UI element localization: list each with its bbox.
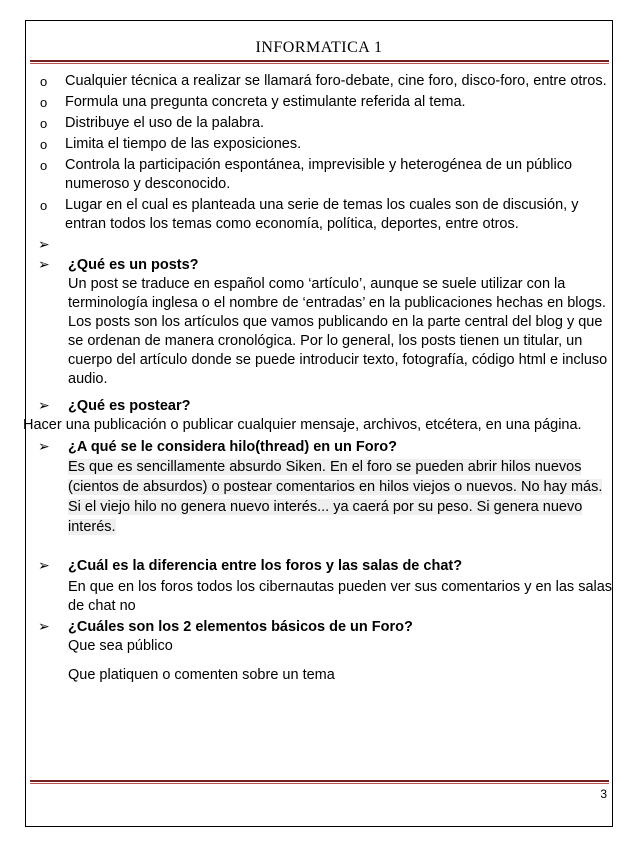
- header-rule: [30, 60, 609, 63]
- list-item: o Limita el tiempo de las exposiciones.: [40, 136, 302, 152]
- arrow-bullet-icon: ➢: [38, 438, 50, 454]
- answer-text: Que platiquen o comenten sobre un tema: [68, 667, 335, 683]
- circle-bullet-icon: o: [40, 137, 48, 152]
- answer-text: Hacer una publicación o publicar cualquier mensaje, archivos, etcétera, en una página.: [23, 417, 582, 433]
- question-posts: [38, 256, 616, 275]
- page-number: 3: [600, 787, 607, 801]
- page-header-title: INFORMATICA 1: [255, 39, 383, 56]
- spacer: [38, 537, 616, 549]
- question-postear: [38, 397, 616, 416]
- circle-bullet-icon: o: [40, 95, 48, 110]
- empty-arrow-item: [38, 236, 616, 255]
- arrow-bullet-icon: ➢: [38, 256, 50, 272]
- header-rule-thick: [30, 60, 609, 62]
- footer-rule: [30, 780, 609, 783]
- circle-bullet-icon: o: [40, 74, 48, 89]
- question-hilo: [38, 438, 616, 457]
- circle-bullet-icon: o: [40, 116, 48, 131]
- circle-bullet-icon: o: [40, 158, 48, 173]
- list-item: o Distribuye el uso de la palabra.: [40, 115, 265, 131]
- answer-text: Un post se traduce en español como ‘artículo’, aunque se suele utilizar con la terminología inglesa o el nombre de ‘entradas’ en la publicaciones hechas en blogs. Los posts son los artículos que vamos publicando en la parte central del blog y que se ordenan de manera cronológica. Por lo general, los posts tienen un titular, un cuerpo del artículo donde se puede introducir texto, fotografía, código html e incluso audio.: [68, 276, 608, 387]
- header-rule-thin: [30, 63, 609, 64]
- answer-text-highlighted: Es que es sencillamente absurdo Siken. En el foro se pueden abrir hilos nuevos (cientos de absurdos) o postear comentarios en hilos viejos o nuevos. No hay más. Si el viejo hilo no genera nuevo interés... ya caerá por su peso. Si genera nuevo interés.: [68, 459, 603, 535]
- circle-bullet-list: [38, 72, 616, 234]
- arrow-bullet-icon: ➢: [38, 236, 50, 252]
- question-heading: ¿Cuál es la diferencia entre los foros y las salas de chat?: [68, 558, 463, 574]
- document-body: [23, 72, 616, 685]
- arrow-bullet-icon: ➢: [38, 557, 50, 573]
- list-item: o Controla la participación espontánea, imprevisible y heterogénea de un público numeroso y desconocido.: [40, 157, 573, 192]
- list-item: o Cualquier técnica a realizar se llamará foro-debate, cine foro, disco-foro, entre otros.: [40, 73, 607, 89]
- question-heading: ¿Qué es postear?: [68, 398, 191, 414]
- answer-text: Que sea público: [68, 638, 173, 654]
- list-item: o Lugar en el cual es planteada una serie de temas los cuales son de discusión, y entran todos los temas como economía, política, deportes, entre otros.: [40, 197, 579, 232]
- question-diferencia: [38, 557, 616, 576]
- question-heading: ¿A qué se le considera hilo(thread) en un Foro?: [68, 439, 397, 455]
- footer-rule-thick: [30, 780, 609, 782]
- footer-rule-thin: [30, 783, 609, 784]
- question-elementos: [38, 618, 616, 637]
- list-item: o Formula una pregunta concreta y estimulante referida al tema.: [40, 94, 466, 110]
- question-heading: ¿Qué es un posts?: [68, 257, 199, 273]
- arrow-bullet-icon: ➢: [38, 397, 50, 413]
- question-heading: ¿Cuáles son los 2 elementos básicos de un Foro?: [68, 619, 413, 635]
- answer-text: En que en los foros todos los cibernautas pueden ver sus comentarios y en las salas de chat no: [68, 579, 613, 614]
- arrow-bullet-icon: ➢: [38, 618, 50, 634]
- circle-bullet-icon: o: [40, 198, 48, 213]
